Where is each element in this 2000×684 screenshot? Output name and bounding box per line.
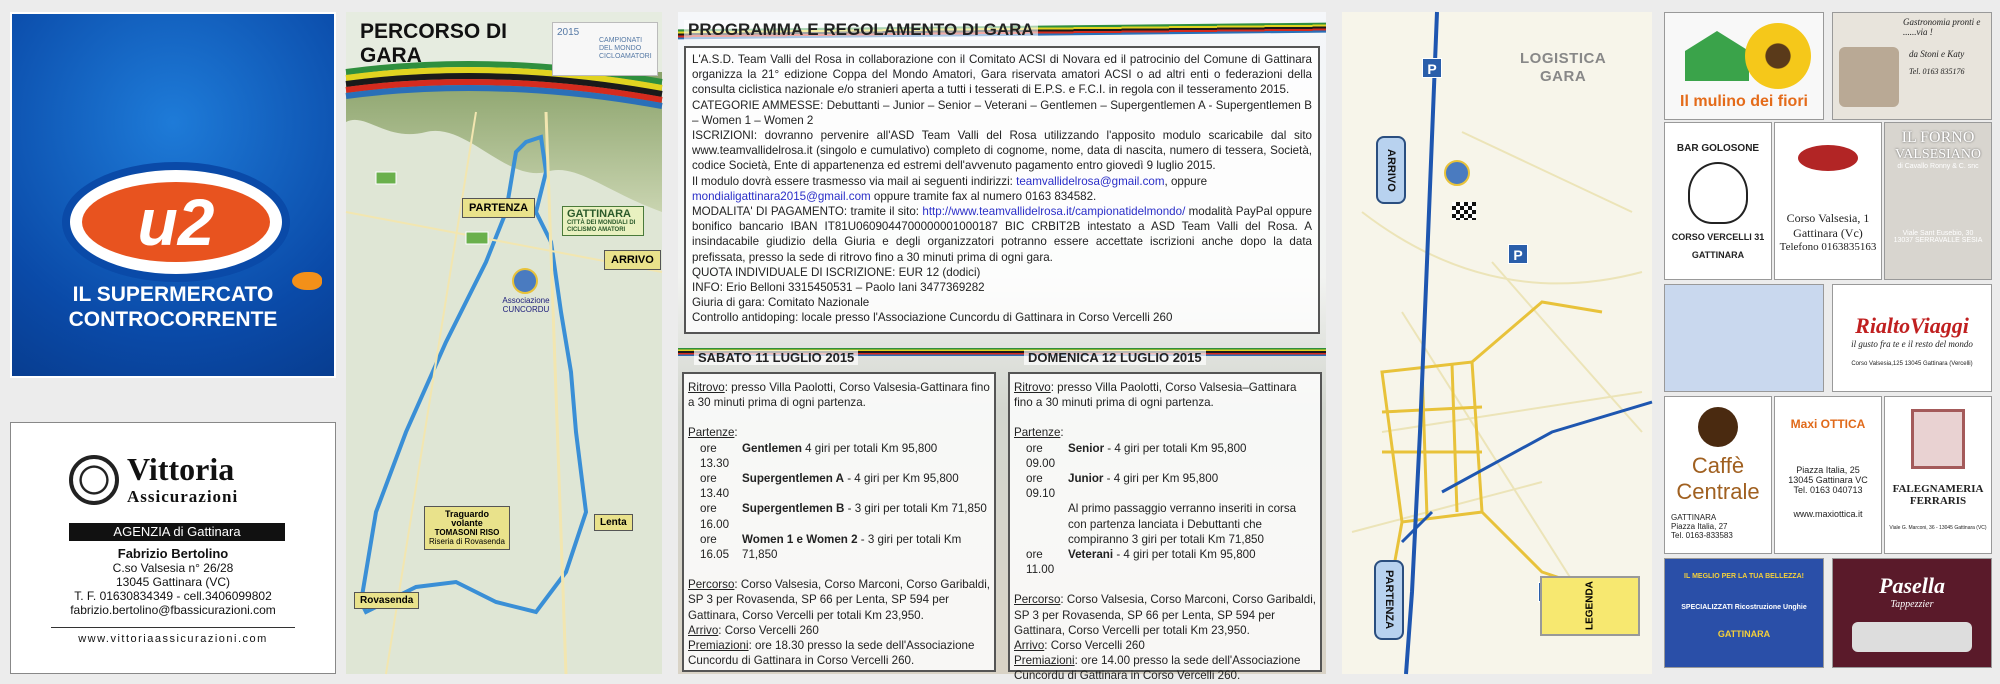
- brinko-phone: Telefono 0163835163: [1779, 241, 1877, 253]
- rialto-sub: il gusto fra te e il resto del mondo: [1851, 339, 1973, 349]
- caffe-line1: Caffè: [1691, 453, 1745, 478]
- ottica-address1: Piazza Italia, 25: [1796, 465, 1860, 475]
- gastro-line2: da Stoni e Katy: [1909, 49, 1965, 59]
- percorso-text: : Corso Valsesia, Corso Marconi, Corso Garibaldi, SP 3 per Rovasenda, SP 66 per Lenta, SP 594 per Gattinara, Corso Vercelli per totali Km 23,950.: [688, 578, 990, 622]
- partenza-label: PARTENZA: [462, 198, 535, 218]
- vittoria-name: Vittoria: [127, 451, 235, 487]
- arrivo-label: Arrivo: [1014, 639, 1045, 653]
- partenza-row: [688, 501, 990, 531]
- vittoria-web[interactable]: www.vittoriaassicurazioni.com: [78, 633, 268, 645]
- food-photo: [1839, 47, 1899, 107]
- caffe-phone: Tel. 0163-833583: [1671, 531, 1733, 540]
- caffe-line2: Centrale: [1676, 479, 1760, 504]
- partenza-row: [1014, 501, 1316, 547]
- sponsor-bellezza: [1664, 558, 1824, 668]
- partenze-label: Partenze: [688, 426, 735, 440]
- email-oppure: , oppure: [1164, 174, 1208, 188]
- partenza-time: ore 09.00: [1026, 441, 1056, 470]
- sabato-box: Ritrovo: presso Villa Paolotti, Corso Valsesia-Gattinara fino a 30 minuti prima di ogni partenza. Partenze: ore 13.30 Gentlemen 4 giri per totali Km 95,800 ore 13.40 Supergentlemen A - 4 giri per Km 95,800 ore 16.00 Supergentlemen B - 3 giri per totali Km 71,850 ore 16.05 Women 1 e Women 2 - 3 giri per totali Km 71,850 Percorso: Corso Valsesia, Corso Marconi, Corso Garibaldi, SP 3 per Rovasenda, SP 66 per Lenta, SP 594 per Gattinara, Corso Vercelli per totali Km 23,950. Arrivo: Corso Vercelli 260 Premiazioni: ore 18.30 presso la sede dell'Associazione Cuncordu di Gattinara in Corso Vercelli 260.: [682, 372, 996, 672]
- gattinara-name: GATTINARA: [567, 208, 631, 220]
- partenza-desc: Al primo passaggio verranno inseriti in corsa con partenza lanciata i Debuttanti che compiranno 3 giri per totali Km 71,850: [1068, 502, 1297, 546]
- partenza-cat: Junior: [1068, 472, 1104, 486]
- ritrovo-label: Ritrovo: [688, 381, 725, 394]
- logistica-title-line2: GARA: [1540, 68, 1587, 85]
- window-icon: [1911, 409, 1965, 469]
- route-title: [360, 20, 507, 68]
- regolamento-box: [684, 46, 1320, 334]
- forno-line3: di Cavallo Ronny & C. snc: [1897, 163, 1979, 170]
- premiazioni-label: Premiazioni: [1014, 654, 1075, 668]
- percorso-label: Percorso: [1014, 593, 1061, 607]
- partenza-time: ore 09.10: [1026, 472, 1056, 501]
- mulino-name: Il mulino dei fiori: [1680, 93, 1808, 110]
- sponsor-forno: [1884, 122, 1992, 280]
- partenza-desc: - 4 giri per totali Km 95,800: [1113, 548, 1256, 562]
- u2-ad: [10, 12, 336, 378]
- rovasenda-label: Rovasenda: [354, 592, 419, 609]
- ottica-address2: 13045 Gattinara VC: [1788, 475, 1868, 485]
- vittoria-contact: Fabrizio Bertolino: [117, 546, 229, 561]
- u2-slogan-line2: CONTROCORRENTE: [68, 308, 278, 331]
- pagamento-intro: MODALITA' DI PAGAMENTO: tramite il sito:: [692, 205, 923, 219]
- vittoria-email[interactable]: fabrizio.bertolino@fbassicurazioni.com: [70, 603, 276, 617]
- golosone-name: BAR GOLOSONE: [1676, 143, 1760, 154]
- iscrizioni-text: ISCRIZIONI: dovranno pervenire all'ASD Team Valli del Rosa utilizzando l'apposito modulo scaricabile dal sito www.teamvallidelrosa.it (singolo e cumulativo) completo di cognome, nome, data di nascita, numero di tessera, Società, codice Società, Ente di appartenenza ed estremi dell'avvenuto pagamento entro giovedì 9 luglio 2015.: [692, 129, 1312, 173]
- bellezza-city: GATTINARA: [1717, 629, 1771, 639]
- route-map-panel: [346, 12, 662, 674]
- cuncordu-icon: [512, 268, 538, 294]
- vittoria-ad: [10, 422, 336, 674]
- brinko-address2: Gattinara (Vc): [1793, 226, 1863, 240]
- gastro-line1: Gastronomia pronti e ......via !: [1903, 17, 1981, 37]
- email-link-2[interactable]: mondialigattinara2015@gmail.com: [692, 189, 871, 203]
- partenza-cat: Women 1 e Women 2: [742, 532, 858, 546]
- traguardo-line1: Traguardo: [444, 509, 489, 519]
- goldfish-icon: [292, 272, 322, 290]
- sponsor-brinko: [1774, 122, 1882, 280]
- premiazioni-text: : ore 14.00 presso la sede dell'Associazione Cuncordu di Gattinara in Corso Vercelli 260.: [1014, 654, 1301, 683]
- partenza-cat: Supergentlemen B: [742, 502, 845, 516]
- route-map: [346, 12, 662, 674]
- gastro-line3: Tel. 0163 835176: [1909, 67, 1965, 76]
- partenza-time: ore 11.00: [1026, 548, 1055, 577]
- caffe-address1: GATTINARA: [1671, 513, 1717, 522]
- caffe-address2: Piazza Italia, 27: [1671, 522, 1728, 531]
- traguardo-label: [424, 506, 510, 550]
- house-icon: [1685, 31, 1749, 81]
- arrivo-label: Arrivo: [688, 623, 719, 637]
- cuncordu-icon: [1444, 160, 1470, 186]
- partenza-time: [1014, 501, 1068, 547]
- partenza-row: [688, 471, 990, 501]
- partenza-cat: Gentlemen: [742, 441, 802, 455]
- pasella-sub: Tappezzier: [1890, 599, 1934, 610]
- gattinara-label: [562, 206, 644, 236]
- partenza-row: [1014, 441, 1316, 471]
- pagamento-link[interactable]: http://www.teamvallidelrosa.it/campionatidelmondo/: [922, 205, 1186, 219]
- sponsor-gastronomia: [1832, 12, 1992, 120]
- antidoping-text: Controllo antidoping: locale presso l'Associazione Cuncordu di Gattinara in Corso Vercelli 260: [692, 311, 1173, 325]
- finish-flag-icon: [1452, 202, 1476, 220]
- gattinara-sub: CITTÀ DEI MONDIALI DI CICLISMO AMATORI: [567, 220, 636, 233]
- arrivo-label: ARRIVO: [604, 250, 661, 270]
- ottica-phone: Tel. 0163 040713: [1793, 485, 1863, 495]
- forno-line2: VALSESIANO: [1894, 147, 1982, 162]
- domenica-header: DOMENICA 12 LUGLIO 2015: [1024, 350, 1206, 365]
- parking-icon: P: [1508, 244, 1528, 264]
- championship-logo: [552, 22, 658, 76]
- partenza-row: [688, 532, 990, 562]
- sponsor-caffe: [1664, 396, 1772, 554]
- percorso-text: : Corso Valsesia, Corso Marconi, Corso Garibaldi, SP 3 per Rovasenda, SP 66 per Lenta, SP 594 per Gattinara, Corso Vercelli per totali Km 23,950.: [1014, 593, 1316, 637]
- fax-text: oppure tramite fax al numero 0163 834582.: [870, 189, 1097, 203]
- sponsor-golosone: [1664, 122, 1772, 280]
- partenza-desc: - 3 giri per totali Km 71,850: [844, 502, 987, 516]
- programma-title: PROGRAMMA E REGOLAMENTO DI GARA: [684, 20, 1038, 40]
- golosone-face-icon: [1688, 162, 1748, 224]
- divider: [51, 627, 295, 628]
- email-intro: Il modulo dovrà essere trasmesso via mail ai seguenti indirizzi:: [692, 174, 1017, 188]
- sofa-icon: [1852, 622, 1972, 652]
- falegn-line2: FERRARIS: [1909, 495, 1967, 507]
- sponsor-salone: [1664, 284, 1824, 392]
- sponsor-falegnameria: [1884, 396, 1992, 554]
- domenica-box: Ritrovo: presso Villa Paolotti, Corso Valsesia–Gattinara fino a 30 minuti prima di ogni partenza. Partenze: ore 09.00 Senior - 4 giri per totali Km 95,800 ore 09.10 Junior - 4 giri per Km 95,800 Al primo passaggio verranno inseriti in corsa con partenza lanciata i Debuttanti che compiranno 3 giri per totali Km 71,850 ore 11.00 Veterani - 4 giri per totali Km 95,800 Percorso: Corso Valsesia, Corso Marconi, Corso Garibaldi, SP 3 per Rovasenda, SP 66 per Lenta, SP 594 per Gattinara, Corso Vercelli per totali Km 23,950. Arrivo: Corso Vercelli 260 Premiazioni: ore 14.00 presso la sede dell'Associazione Cuncordu di Gattinara in Corso Vercelli 260.: [1008, 372, 1322, 672]
- rialto-name: RialtoViaggi: [1855, 313, 1969, 338]
- partenza-desc: 4 giri per totali Km 95,800: [801, 441, 938, 455]
- champ-text: CAMPIONATI DEL MONDO CICLOAMATORI: [599, 37, 652, 60]
- percorso-label: Percorso: [688, 578, 735, 592]
- logistica-panel: [1342, 12, 1652, 674]
- sunflower-icon: [1745, 23, 1811, 89]
- golosone-city: GATTINARA: [1691, 250, 1745, 260]
- vittoria-phone: T. F. 01630834349 - cell.3406099802: [74, 589, 272, 603]
- lenta-label: Lenta: [594, 514, 633, 531]
- ottica-brand: Maxi OTTICA: [1790, 417, 1866, 431]
- traguardo-line2: volante: [451, 518, 483, 528]
- logistica-partenza-tag: PARTENZA: [1374, 560, 1404, 640]
- programma-panel: [678, 12, 1326, 683]
- brinko-address1: Corso Valsesia, 1: [1786, 211, 1870, 225]
- arrivo-text: : Corso Vercelli 260: [718, 623, 819, 637]
- traguardo-line4: Riseria di Rovasenda: [428, 537, 506, 546]
- vittoria-address2: 13045 Gattinara (VC): [115, 575, 231, 589]
- rialto-address: Corso Valsesia,125 13045 Gattinara (Vercelli): [1851, 361, 1973, 367]
- legenda-box: LEGENDA: [1540, 576, 1640, 636]
- u2-logo: u2: [82, 182, 270, 262]
- partenza-time: ore 16.00: [700, 502, 730, 531]
- partenza-row: [688, 441, 990, 471]
- partenza-cat: Supergentlemen A: [742, 472, 844, 486]
- vittoria-sub: Assicurazioni: [127, 487, 239, 506]
- vittoria-agency: AGENZIA di Gattinara: [69, 523, 285, 541]
- email-link-1[interactable]: teamvallidelrosa@gmail.com: [1016, 174, 1165, 188]
- bellezza-sub: SPECIALIZZATI Ricostruzione Unghie: [1681, 604, 1807, 611]
- info-text: INFO: Erio Belloni 3315450531 – Paolo Iani 3477369282: [692, 281, 985, 295]
- partenza-desc: - 4 giri per Km 95,800: [844, 472, 959, 486]
- coffee-cup-icon: [1698, 407, 1738, 447]
- partenza-time: ore 13.30: [700, 441, 730, 470]
- vittoria-info: [11, 547, 335, 617]
- partenza-row: [1014, 547, 1316, 577]
- forno-line4: Viale Sant Eusebio, 30: [1902, 230, 1974, 237]
- cuncordu-label: Associazione CUNCORDU: [502, 296, 550, 314]
- logistica-title-line1: LOGISTICA: [1520, 50, 1607, 67]
- brinko-logo: [1798, 145, 1858, 171]
- partenza-time: ore 13.40: [700, 472, 730, 501]
- intro-text: L'A.S.D. Team Valli del Rosa in collaborazione con il Comitato ACSI di Novara ed il patrocinio del Comune di Gattinara organizza la 21° edizione Coppa del Mondo Amatori, Gara riservata amatori ACSI o ad altri enti o federazioni della consulta ciclistica nazionale e/o stranieri aperta a tutti i tesserati di E.P.S. e F.C.I. in regola con il tesseramento 2015.: [692, 53, 1312, 97]
- ritrovo-label: Ritrovo: [1014, 381, 1051, 394]
- parking-icon: P: [1422, 58, 1442, 78]
- sabato-header: SABATO 11 LUGLIO 2015: [694, 350, 858, 365]
- u2-slogan: [12, 282, 334, 332]
- falegn-line1: FALEGNAMERIA: [1892, 483, 1984, 495]
- ritrovo-text: : presso Villa Paolotti, Corso Valsesia–Gattinara fino a 30 minuti prima di ogni partenza.: [1014, 381, 1297, 410]
- golosone-address: CORSO VERCELLI 31: [1671, 232, 1765, 242]
- falegn-address: Viale G. Marconi, 36 - 13045 Gattinara (VC): [1889, 525, 1987, 531]
- giuria-text: Giuria di gara: Comitato Nazionale: [692, 296, 870, 310]
- logistica-title: [1520, 50, 1606, 86]
- ritrovo-text: : presso Villa Paolotti, Corso Valsesia-Gattinara fino a 30 minuti prima di ogni partenza.: [688, 381, 990, 410]
- vittoria-address1: C.so Valsesia n° 26/28: [112, 561, 234, 575]
- partenza-time: ore 16.05: [700, 532, 730, 562]
- bellezza-title: IL MEGLIO PER LA TUA BELLEZZA!: [1684, 573, 1804, 580]
- forno-line5: 13037 SERRAVALLE SESIA: [1893, 237, 1983, 244]
- categorie-text: CATEGORIE AMMESSE: Debuttanti – Junior – Senior – Veterani – Gentlemen – Supergentlemen A - Supergentlemen B – Women 1 – Women 2: [692, 98, 1312, 127]
- quota-text: QUOTA INDIVIDUALE DI ISCRIZIONE: EUR 12 (dodici): [692, 265, 981, 279]
- sponsor-rialto: [1832, 284, 1992, 392]
- champ-year: 2015: [557, 27, 580, 38]
- premiazioni-text: : ore 18.30 presso la sede dell'Associazione Cuncordu di Gattinara in Corso Vercelli 260.: [688, 639, 975, 668]
- logistica-arrivo-tag: ARRIVO: [1376, 136, 1406, 204]
- arrivo-text: : Corso Vercelli 260: [1044, 639, 1145, 653]
- traguardo-line3: TOMASONI RISO: [434, 528, 500, 537]
- partenza-cat: Veterani: [1068, 548, 1114, 562]
- sponsor-ottica: [1774, 396, 1882, 554]
- ottica-web[interactable]: www.maxiottica.it: [1793, 509, 1863, 519]
- partenza-row: [1014, 471, 1316, 501]
- sponsor-mulino: [1664, 12, 1824, 120]
- partenza-desc: - 4 giri per Km 95,800: [1103, 472, 1219, 486]
- partenza-desc: - 4 giri per totali Km 95,800: [1104, 441, 1247, 455]
- partenza-cat: Senior: [1068, 441, 1105, 455]
- vittoria-seal-icon: [69, 455, 119, 505]
- sponsor-pasella: [1832, 558, 1992, 668]
- route-title-line2: GARA: [360, 44, 422, 67]
- route-title-line1: PERCORSO DI: [360, 20, 508, 43]
- partenze-label: Partenze: [1014, 426, 1061, 440]
- partenza-desc: - 3 giri per totali Km 71,850: [742, 532, 962, 562]
- premiazioni-label: Premiazioni: [688, 639, 749, 653]
- u2-slogan-line1: IL SUPERMERCATO: [72, 283, 274, 306]
- pasella-name: Pasella: [1879, 573, 1945, 598]
- pagamento-text: modalità PayPal oppure bonifico bancario IBAN IT81U0609044700000001000187 BIC CRBIT2B intestato a ASD Team Valli del Rosa. A insindacabile giudizio della Giuria e degli organizzatori potranno essere accettate iscrizioni anche dopo la data prefissata, presso la sede di ritrovo fino a 30 minuti prima di ogni gara.: [692, 205, 1312, 264]
- forno-line1: IL FORNO: [1901, 129, 1975, 146]
